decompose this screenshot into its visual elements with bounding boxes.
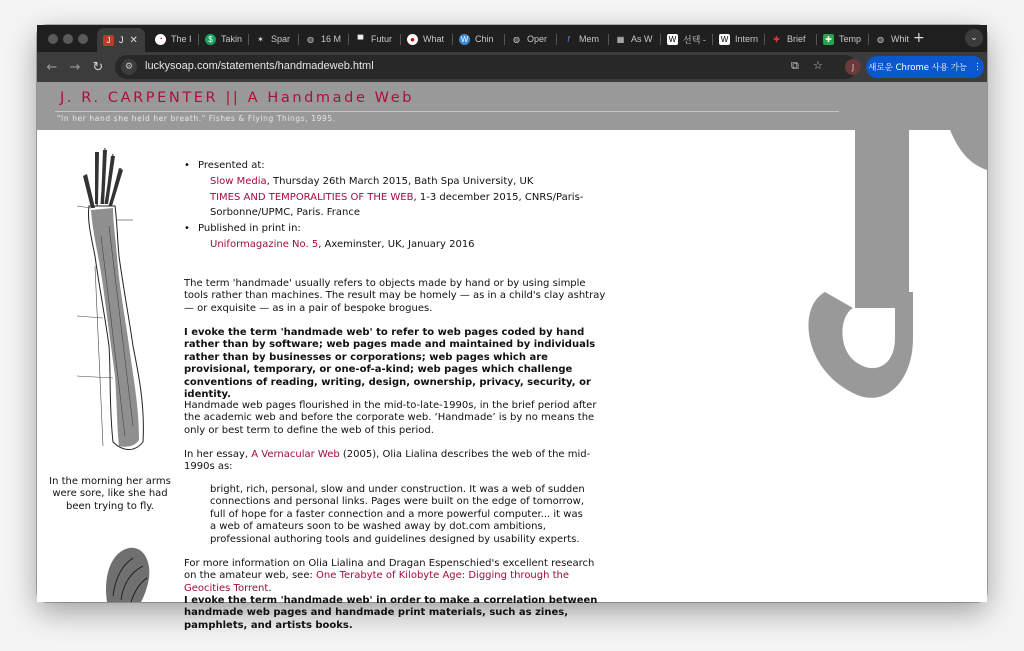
tab[interactable]: ✚ Temp — [817, 28, 867, 50]
translate-icon[interactable]: ⧉ — [791, 59, 799, 72]
image-caption: In the morning her arms were sore, like she had been trying to fly. — [49, 476, 171, 512]
new-tab-button[interactable]: + — [913, 30, 925, 46]
site-info-icon[interactable]: ⚙ — [121, 59, 137, 75]
tab-active[interactable]: J J ✕ — [97, 28, 145, 52]
eye-icon: ● — [407, 34, 418, 45]
tab[interactable]: ◍ Whit — [877, 34, 909, 44]
reload-icon[interactable]: ↻ — [92, 59, 104, 75]
slow-media-link[interactable]: Slow Media — [210, 176, 267, 187]
building-icon: ▦ — [616, 34, 625, 44]
dollar-icon: $ — [205, 34, 216, 45]
site-logo-icon: J — [103, 35, 114, 46]
tab[interactable]: $ Takin — [199, 28, 247, 50]
site-title[interactable]: J. R. CARPENTER || A Handmade Web — [60, 90, 415, 106]
tab-search-chevron-icon[interactable]: ⌄ — [965, 29, 983, 47]
back-arrow-icon[interactable]: ← — [46, 59, 58, 75]
chrome-update-button[interactable]: 새로운 Chrome 사용 가능 ⋮ — [866, 56, 984, 78]
tab[interactable]: ◍ Oper — [513, 34, 548, 44]
wikipedia-icon: W — [720, 34, 729, 44]
vernacular-web-link[interactable]: A Vernacular Web — [251, 449, 340, 460]
list-subitem-continued: Sorbonne/UPMC, Paris. France — [210, 207, 360, 218]
url-text[interactable]: luckysoap.com/statements/handmadeweb.html — [145, 60, 374, 72]
times-temporalities-link[interactable]: TIMES AND TEMPORALITIES OF THE WEB — [210, 192, 414, 203]
plus-red-icon: ✚ — [773, 34, 780, 44]
tab[interactable]: ✚ Brief — [765, 28, 815, 50]
uniformagazine-link[interactable]: Uniformagazine No. 5 — [210, 239, 319, 250]
tab[interactable]: ◍ 16 M — [307, 34, 342, 44]
profile-avatar[interactable]: J — [845, 59, 861, 75]
web-page: J. R. CARPENTER || A Handmade Web "In her hand she held her breath." Fishes & Flying Things, 1995. In the morning her arms were sore, like she had been trying to fly. • Presented at: Slow Media, Thursday 26th March 2015, Bath Spa University, UK TIMES AND TEMPORALITIES OF THE WEB, 1-3 december 2015, CNRS/Paris- Sorbonne/UPMC, Paris. France • Published in print in: Uniformagazine No. 5, Axeminster, UK, January 2016 The term 'handmade' usually refers to objects made by hand or by using simple tools rather than machines. The result may be homely — as in a child's clay ashtray — or exquisite — as in a pair of bespoke brogues. I evoke the term 'handmade web' to refer to web pages coded by hand rather than by software; web pages made and maintained by individuals rather than by businesses or corporations; web pages which are provisional, temporary, or one-of-a-kind; web pages which challenge conventions of reading, writing, design, ownership, privacy, security, or identity. Handmade web pages flourished in the mid-to-late-1990s, in the brief period after the academic web and before the corporate web. ‘Handmade’ is by no means the only or best term to define the web of this period. In her essay, A Vernacular Web (2005), Olia Lialina describes the web of the mid-1990s as: bright, rich, personal, slow and under construction. It was a web of sudden connections and personal links. Pages were built on the edge of tomorrow, full of hope for a faster connection and a more powerful computer... it was a web of amateurs soon to be washed away by dot.com ambitions, professional authoring tools and guidelines designed by usability experts. For more information on Olia Lialina and Dragan Espenschied's excellent research on the amateur web, see: One Terabyte of Kilobyte Age: Digging through the Geocities Torrent. I evoke the term 'handmade web' in order to make a correlation between handmade web pages and handmade print materials, such as zines, pamphlets, and artists books. — [37, 82, 987, 602]
toolbar — [37, 52, 987, 82]
list-subitem: TIMES AND TEMPORALITIES OF THE WEB, 1-3 december 2015, CNRS/Paris- — [210, 192, 584, 203]
tab[interactable]: W 선택 - — [668, 34, 706, 45]
jr-logo-icon — [797, 102, 987, 402]
close-tab-icon[interactable]: ✕ — [129, 34, 138, 46]
sparkle-icon: ✶ — [257, 34, 264, 44]
address-bar[interactable] — [115, 55, 857, 79]
paragraph: In her essay, A Vernacular Web (2005), Olia Lialina describes the web of the mid-1990s as: — [184, 449, 591, 473]
anatomical-arm-illustration-icon — [73, 146, 157, 456]
paragraph: For more information on Olia Lialina and Dragan Espenschied's excellent research on the amateur web, see: One Terabyte of Kilobyte Age: Digging through the Geocities Torrent. — [184, 558, 595, 594]
pie-icon: ◔ — [155, 34, 166, 45]
plus-green-icon: ✚ — [823, 34, 834, 45]
bookmark-star-icon[interactable]: ☆ — [813, 59, 823, 72]
globe-icon: ◍ — [513, 34, 520, 44]
flag-icon: ▀ — [357, 34, 364, 44]
more-menu-icon: ⋮ — [973, 62, 982, 72]
tab[interactable]: W Intern — [720, 34, 759, 44]
tab[interactable]: ● What — [401, 28, 451, 50]
zoom-window-button[interactable] — [78, 34, 88, 44]
blockquote: bright, rich, personal, slow and under construction. It was a web of sudden connections and personal links. Pages were built on the edge of tomorrow, full of hope for a faster connection and a more powerful computer... it was a web of amateurs soon to be washed away by dot.com ambitions, professional authoring tools and guidelines designed by usability experts. — [210, 484, 585, 545]
globe-icon: ◍ — [307, 34, 314, 44]
tab[interactable]: ◔ The I — [149, 28, 197, 50]
f-letter-icon: f — [567, 34, 570, 44]
tab[interactable]: f Mem — [557, 28, 607, 50]
tab[interactable]: ▦ As W — [616, 34, 653, 44]
tab[interactable]: ✶ Spar — [249, 28, 297, 50]
tab[interactable]: W Chin — [460, 34, 494, 44]
paragraph: The term 'handmade' usually refers to objects made by hand or by using simple tools rather than machines. The result may be homely — as in a child's clay ashtray — or exquisite — as in a pair of bespoke brogues. — [184, 278, 606, 314]
list-subitem: Uniformagazine No. 5, Axeminster, UK, January 2016 — [210, 239, 475, 250]
tab-strip — [37, 25, 987, 52]
paragraph: Handmade web pages flourished in the mid-to-late-1990s, in the brief period after the academic web and before the corporate web. ‘Handmade’ is by no means the only or best term to define the web of this period. — [184, 400, 597, 436]
geocities-torrent-link[interactable]: One Terabyte of Kilobyte Age: Digging through the Geocities Torrent — [184, 570, 570, 594]
wordpress-icon: W — [460, 34, 469, 44]
globe-icon: ◍ — [877, 34, 884, 44]
paragraph: I evoke the term 'handmade web' to refer to web pages coded by hand rather than by software; web pages made and maintained by individuals rather than by businesses or corporations; web pages which are provisional, temporary, or one-of-a-kind; web pages which challenge conventions of reading, writing, design, ownership, privacy, security, or identity. — [184, 327, 596, 401]
site-tagline: "In her hand she held her breath." Fishes & Flying Things, 1995. — [57, 114, 336, 123]
tab[interactable]: ▀ Futur — [349, 28, 399, 50]
wikipedia-icon: W — [668, 34, 677, 44]
forward-arrow-icon[interactable]: → — [69, 59, 81, 75]
close-window-button[interactable] — [48, 34, 58, 44]
bullet-icon: • — [184, 223, 190, 234]
minimize-window-button[interactable] — [63, 34, 73, 44]
list-subitem: Slow Media, Thursday 26th March 2015, Bath Spa University, UK — [210, 176, 534, 187]
bullet-icon: • — [184, 160, 190, 171]
anatomical-arm-illustration-icon — [101, 546, 153, 602]
browser-window — [37, 25, 987, 631]
paragraph: I evoke the term 'handmade web' in order to make a correlation between handmade web pages and handmade print materials, such as zines, pamphlets, and artists books. — [184, 595, 598, 631]
